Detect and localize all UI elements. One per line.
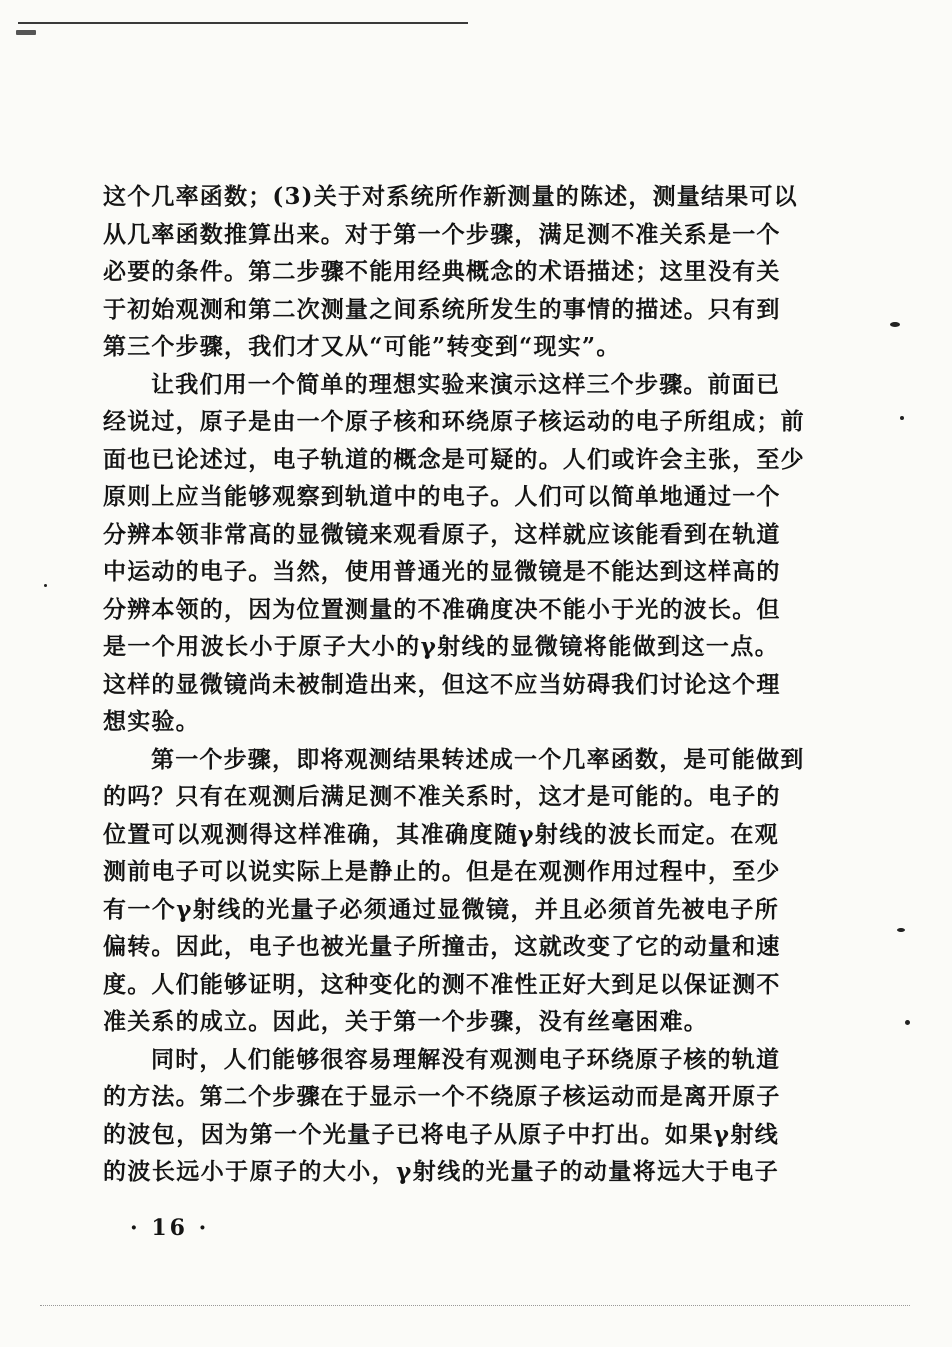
page-body	[103, 178, 805, 1191]
text-line: 这个几率函数；(3)关于对系统所作新测量的陈述，测量结果可以	[103, 183, 798, 210]
page-number: · 16 ·	[130, 1215, 210, 1241]
header-rule	[18, 22, 468, 24]
text-line: 必要的条件。第二步骤不能用经典概念的术语描述；这里没有关	[103, 258, 781, 285]
text-line: 测前电子可以说实际上是静止的。但是在观测作用过程中，至少	[103, 858, 781, 885]
text-line: 经说过，原子是由一个原子核和环绕原子核运动的电子所组成；前	[103, 408, 805, 435]
text-line: 想实验。	[103, 708, 200, 735]
text-line: 准关系的成立。因此，关于第一个步骤，没有丝毫困难。	[103, 1008, 708, 1035]
text-line: 分辨本领非常高的显微镜来观看原子，这样就应该能看到在轨道	[103, 520, 781, 548]
text-line: 这样的显微镜尚未被制造出来，但这不应当妨碍我们讨论这个理	[103, 670, 781, 698]
scan-speck	[900, 416, 904, 420]
text-line: 是一个用波长小于原子大小的γ射线的显微镜将能做到这一点。	[103, 633, 779, 660]
scan-speck	[897, 928, 905, 932]
text-line: 的波包，因为第一个光量子已将电子从原子中打出。如果γ射线	[103, 1120, 779, 1148]
text-line: 有一个γ射线的光量子必须通过显微镜，并且必须首先被电子所	[103, 895, 779, 923]
scan-speck	[890, 322, 900, 327]
text-line: 分辨本领的，因为位置测量的不准确度决不能小于光的波长。但	[103, 595, 781, 623]
scan-speck	[905, 1020, 910, 1025]
text-line: 的吗？只有在观测后满足测不准关系时，这才是可能的。电子的	[103, 783, 781, 810]
scan-speck	[44, 584, 47, 587]
text-line: 第三个步骤，我们才又从“可能”转变到“现实”。	[103, 333, 621, 360]
text-line: 的方法。第二个步骤在于显示一个不绕原子核运动而是离开原子	[103, 1083, 781, 1110]
text-line: 第一个步骤，即将观测结果转述成一个几率函数，是可能做到	[151, 745, 805, 773]
text-line: 中运动的电子。当然，使用普通光的显微镜是不能达到这样高的	[103, 558, 781, 585]
text-line: 面也已论述过，电子轨道的概念是可疑的。人们或许会主张，至少	[103, 445, 805, 473]
text-line: 让我们用一个简单的理想实验来演示这样三个步骤。前面已	[151, 370, 781, 398]
text-line: 从几率函数推算出来。对于第一个步骤，满足测不准关系是一个	[103, 220, 781, 248]
text-line: 同时，人们能够很容易理解没有观测电子环绕原子核的轨道	[151, 1045, 781, 1073]
text-line: 原则上应当能够观察到轨道中的电子。人们可以简单地通过一个	[103, 483, 781, 510]
text-line: 偏转。因此，电子也被光量子所撞击，这就改变了它的动量和速	[103, 933, 781, 960]
text-line: 于初始观测和第二次测量之间系统所发生的事情的描述。只有到	[103, 295, 781, 323]
scan-edge-noise	[40, 1305, 910, 1308]
text-line: 度。人们能够证明，这种变化的测不准性正好大到足以保证测不	[103, 970, 781, 998]
text-line: 的波长远小于原子的大小，γ射线的光量子的动量将远大于电子	[103, 1158, 779, 1185]
text-line: 位置可以观测得这样准确，其准确度随γ射线的波长而定。在观	[103, 820, 779, 848]
scan-mark	[16, 30, 36, 35]
